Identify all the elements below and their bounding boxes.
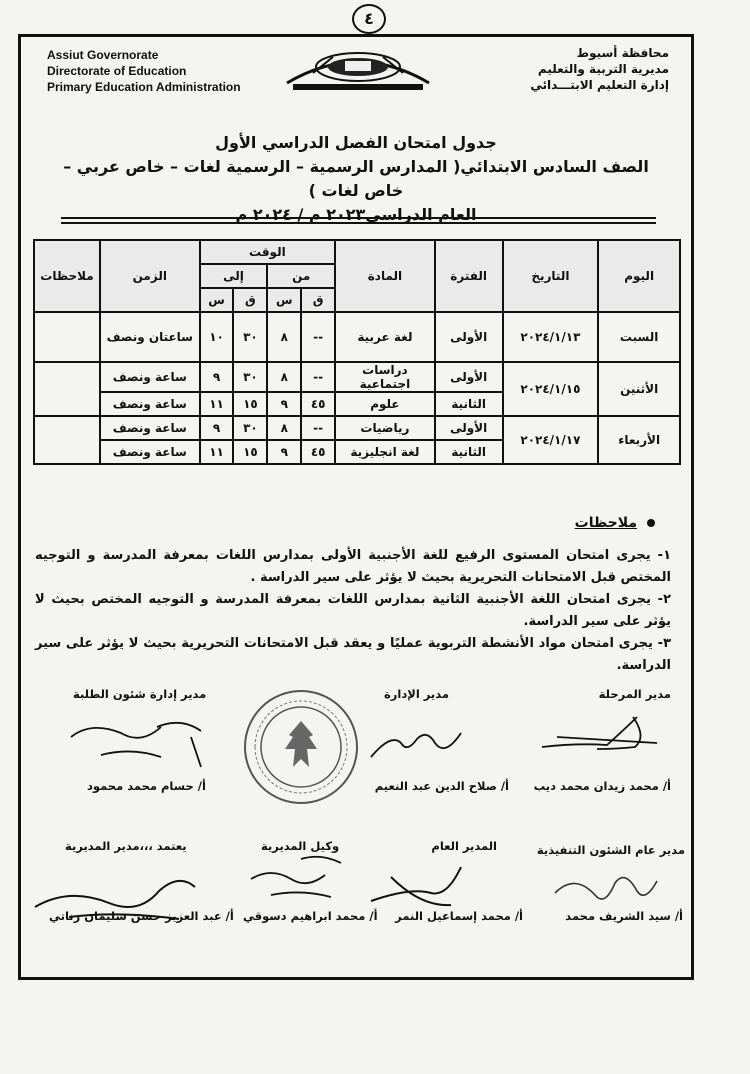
signature-title: المدير العام <box>431 839 497 853</box>
cell-subject: رياضيات <box>335 416 435 440</box>
header-minute: ق <box>233 288 267 312</box>
cell-note <box>34 312 100 362</box>
cell-from-min: ٤٥ <box>301 392 335 416</box>
cell-from-hour: ٩ <box>267 440 301 464</box>
handwritten-signature-icon <box>231 849 351 909</box>
cell-period: الأولى <box>435 312 503 362</box>
handwritten-signature-icon <box>361 713 471 769</box>
header-ar-line: محافظة أسيوط <box>576 46 669 60</box>
academic-year: العام الدراسي٢٠٢٣ م / ٢٠٢٤ م <box>235 205 477 224</box>
cell-note <box>34 416 100 464</box>
cell-duration: ساعتان ونصف <box>100 312 200 362</box>
header-english <box>47 47 241 95</box>
signature-title: مدير الإدارة <box>384 687 449 701</box>
handwritten-signature-icon <box>537 707 667 757</box>
cell-to-min: ١٥ <box>233 392 267 416</box>
cell-duration: ساعة ونصف <box>100 416 200 440</box>
header-en-line: Directorate of Education <box>47 64 187 78</box>
grade-subtitle: الصف السادس الابتدائي( المدارس الرسمية – الرسمية لغات – خاص عربي – خاص لغات ) <box>63 157 649 200</box>
signature-block <box>599 687 671 701</box>
header-minute: ق <box>301 288 335 312</box>
cell-duration: ساعة ونصف <box>100 362 200 392</box>
schedule-title: جدول امتحان الفصل الدراسي الأول <box>215 133 497 152</box>
header-duration: الزمن <box>100 240 200 312</box>
cell-period: الثانية <box>435 392 503 416</box>
signature-name: أ/ محمد ابراهيم دسوقي <box>243 909 378 923</box>
signature-title: مدير عام الشئون التنفيذية <box>536 843 685 857</box>
cell-period: الأولى <box>435 362 503 392</box>
cell-to-hour: ١١ <box>200 440 234 464</box>
cell-note <box>34 362 100 416</box>
handwritten-signature-icon <box>361 857 471 913</box>
cell-duration: ساعة ونصف <box>100 440 200 464</box>
document-frame <box>18 34 694 980</box>
cell-to-hour: ١١ <box>200 392 234 416</box>
ministry-logo-icon <box>283 43 433 91</box>
cell-from-hour: ٨ <box>267 362 301 392</box>
cell-period: الأولى <box>435 416 503 440</box>
cell-subject: لغة انجليزية <box>335 440 435 464</box>
cell-day: الأثنين <box>598 362 680 416</box>
page-number: ٤ <box>352 4 386 34</box>
handwritten-signature-icon <box>29 867 199 923</box>
cell-to-min: ١٥ <box>233 440 267 464</box>
cell-from-min: -- <box>301 362 335 392</box>
signature-name: أ/ حسام محمد محمود <box>87 779 206 793</box>
divider <box>61 217 656 219</box>
header-en-line: Primary Education Administration <box>47 80 241 94</box>
handwritten-signature-icon <box>545 863 665 913</box>
signature-title: يعتمد ،،،مدير المديرية <box>65 839 187 853</box>
header-to: إلى <box>200 264 268 288</box>
cell-to-hour: ٩ <box>200 416 234 440</box>
note-item: ٢- يجرى امتحان اللغة الأجنبية الثانية بمدارس اللغات بمعرفة المدرسة و التوجيه المختص بحيث لا يؤثر على سير الدراسة. <box>35 592 671 629</box>
cell-to-hour: ٩ <box>200 362 234 392</box>
table-row <box>34 362 680 392</box>
header-ar-line: مديرية التربية والتعليم <box>537 62 669 76</box>
cell-day: الأربعاء <box>598 416 680 464</box>
handwritten-signature-icon <box>61 707 211 777</box>
signature-name: أ/ محمد زيدان محمد ديب <box>533 779 671 793</box>
header-hour: س <box>267 288 301 312</box>
bullet-icon <box>647 519 655 527</box>
signature-title: مدير إدارة شئون الطلبة <box>73 687 207 701</box>
cell-from-hour: ٩ <box>267 392 301 416</box>
cell-date: ٢٠٢٤/١/١٣ <box>503 312 599 362</box>
header-day: اليوم <box>598 240 680 312</box>
cell-date: ٢٠٢٤/١/١٧ <box>503 416 599 464</box>
cell-subject: علوم <box>335 392 435 416</box>
header-date: التاريخ <box>503 240 599 312</box>
header-subject: المادة <box>335 240 435 312</box>
signature-name: أ/ محمد إسماعيل النمر <box>395 909 523 923</box>
header-time: الوقت <box>200 240 336 264</box>
signature-title: مدير المرحلة <box>598 687 671 701</box>
official-seal-icon <box>241 687 361 807</box>
document-titles <box>51 131 661 227</box>
header-ar-line: إدارة التعليم الابتـــدائي <box>530 78 669 92</box>
cell-date: ٢٠٢٤/١/١٥ <box>503 362 599 416</box>
cell-from-hour: ٨ <box>267 312 301 362</box>
cell-subject: دراسات اجتماعية <box>335 362 435 392</box>
table-row <box>34 312 680 362</box>
cell-to-hour: ١٠ <box>200 312 234 362</box>
notes-list <box>35 545 671 677</box>
cell-period: الثانية <box>435 440 503 464</box>
header-period: الفترة <box>435 240 503 312</box>
header-notes: ملاحظات <box>34 240 100 312</box>
divider <box>61 222 656 224</box>
header-arabic <box>530 45 669 93</box>
cell-from-hour: ٨ <box>267 416 301 440</box>
cell-from-min: -- <box>301 416 335 440</box>
cell-from-min: ٤٥ <box>301 440 335 464</box>
signature-name: أ/ سيد الشريف محمد <box>565 909 683 923</box>
header-en-line: Assiut Governorate <box>47 48 159 62</box>
cell-from-min: -- <box>301 312 335 362</box>
note-item: ٣- يجرى امتحان مواد الأنشطة التربوية عمليًا و يعقد قبل الامتحانات التحريرية بحيث لا يؤثر على سير الدراسة. <box>35 636 671 673</box>
notes-title: ملاحظات <box>574 515 637 531</box>
header-from: من <box>267 264 335 288</box>
signature-name: أ/ صلاح الدين عبد النعيم <box>374 779 509 793</box>
note-item: ١- يجرى امتحان المستوى الرفيع للغة الأجنبية الأولى بمدارس اللغات بمعرفة المدرسة و التوجيه المختص قبل الامتحانات التحريرية بحيث لا يؤثر على سير الدراسة . <box>35 548 671 585</box>
signature-name: أ/ عبد العزيز حسن سليمان زناتي <box>49 909 234 923</box>
cell-day: السبت <box>598 312 680 362</box>
cell-to-min: ٣٠ <box>233 312 267 362</box>
cell-to-min: ٣٠ <box>233 416 267 440</box>
cell-duration: ساعة ونصف <box>100 392 200 416</box>
signature-title: وكيل المديرية <box>261 839 340 853</box>
header-hour: س <box>200 288 234 312</box>
exam-schedule-table <box>33 239 681 465</box>
cell-to-min: ٣٠ <box>233 362 267 392</box>
table-row <box>34 416 680 440</box>
cell-subject: لغة عربية <box>335 312 435 362</box>
